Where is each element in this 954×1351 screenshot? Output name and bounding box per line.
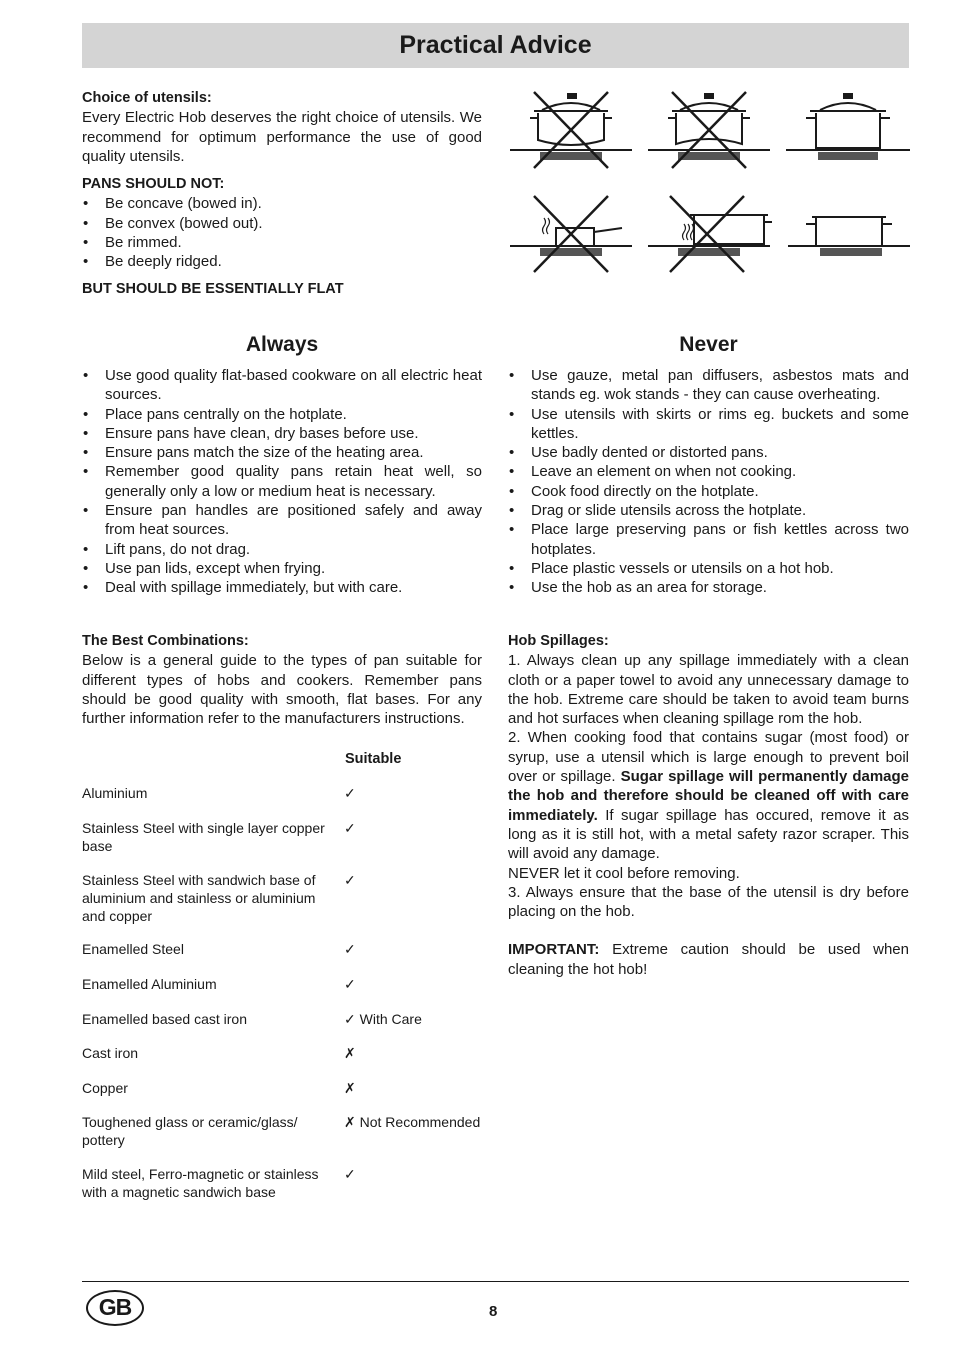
but-should-heading: BUT SHOULD BE ESSENTIALLY FLAT: [82, 280, 344, 297]
list-item: • Use badly dented or distorted pans.: [508, 443, 909, 462]
suitable-cell: ✗: [344, 1045, 356, 1061]
list-item: • Use pan lids, except when frying.: [82, 559, 482, 578]
always-heading: Always: [245, 333, 319, 356]
list-item: • Drag or slide utensils across the hotplate.: [508, 501, 909, 520]
pan-flat-illustration: [786, 94, 910, 160]
list-item: • Use the hob as an area for storage.: [508, 578, 909, 597]
spillages-heading: Hob Spillages:: [508, 633, 609, 649]
material-cell: Toughened glass or ceramic/glass/ pottery: [82, 1114, 298, 1148]
utensils-body: Every Electric Hob deserves the right choice of utensils. We recommend for optimum performance the use of good quality utensils.: [82, 109, 482, 165]
spillages-p2-warning: Sugar spillage will permanently damage the hob and therefore should be cleaned off with care immediately.: [508, 768, 910, 824]
suitable-column-header: Suitable: [345, 751, 402, 767]
list-item: • Use gauze, metal pan diffusers, asbestos mats and stands eg. wok stands - they can cause overheating.: [508, 366, 909, 405]
suitable-cell: ✓: [344, 820, 356, 836]
footer-divider: [82, 1281, 909, 1282]
material-cell: Stainless Steel with single layer copper base: [82, 820, 325, 854]
material-cell: Enamelled Steel: [82, 941, 184, 957]
suitable-cell: ✓: [344, 941, 356, 957]
material-cell: Stainless Steel with sandwich base of aluminium and stainless or aluminium and copper: [82, 872, 316, 924]
pan-convex-illustration: [648, 92, 770, 168]
spillages-paragraph-3: 3. Always ensure that the base of the utensil is dry before placing on the hob.: [508, 883, 909, 921]
list-item: • Place plastic vessels or utensils on a hot hob.: [508, 559, 909, 578]
title-bar: [82, 23, 909, 68]
pans-should-not-heading: PANS SHOULD NOT:: [82, 176, 225, 193]
material-cell: Mild steel, Ferro-magnetic or stainless with a magnetic sandwich base: [82, 1166, 319, 1200]
pan-concave-illustration: [510, 92, 632, 168]
material-cell: Cast iron: [82, 1045, 139, 1061]
list-item: • Be rimmed.: [82, 233, 482, 252]
suitable-cell: ✓: [344, 976, 356, 992]
material-cell: Enamelled based cast iron: [82, 1011, 247, 1027]
pan-correct-size-illustration: [788, 217, 910, 256]
list-item: • Be deeply ridged.: [82, 252, 482, 271]
suitable-cell: ✓ With Care: [344, 1011, 422, 1027]
list-item: • Use good quality flat-based cookware on all electric heat sources.: [82, 366, 482, 405]
country-badge: GB: [86, 1290, 144, 1326]
always-list: [82, 366, 482, 598]
list-item: • Place pans centrally on the hotplate.: [82, 405, 482, 424]
spillages-p2-end: If sugar spillage has occured, remove it as long as it is still hot, with a metal safety razor scraper. This will avoid any damage.: [508, 806, 909, 863]
spillages-p2-start: 2. When cooking food that contains sugar (most food) or syrup, use a utensil which is large enough to prevent boil over or spillage.: [508, 729, 909, 786]
list-item: • Cook food directly on the hotplate.: [508, 482, 909, 501]
material-cell: Copper: [82, 1080, 128, 1096]
important-text: Extreme caution should be used when cleaning the hot hob!: [508, 941, 909, 978]
suitable-cell: ✓: [344, 785, 356, 801]
combinations-section: [82, 632, 482, 728]
suitable-cell: ✗ Not Recommended: [344, 1114, 481, 1130]
list-item: • Use utensils with skirts or rims eg. buckets and some kettles.: [508, 405, 909, 444]
page-number: 8: [489, 1303, 498, 1320]
combinations-heading: The Best Combinations:: [82, 633, 249, 649]
suitable-cell: ✓: [344, 872, 356, 888]
list-item: • Ensure pans have clean, dry bases before use.: [82, 424, 482, 443]
utensils-heading: Choice of utensils:: [82, 90, 212, 106]
list-item: • Be convex (bowed out).: [82, 214, 482, 233]
utensils-section: [82, 89, 482, 299]
list-item: • Remember good quality pans retain heat well, so generally only a low or medium heat is necessary.: [82, 462, 482, 501]
pan-overhang-illustration: [648, 196, 772, 272]
list-item: • Ensure pans match the size of the heating area.: [82, 443, 482, 462]
combinations-body: Below is a general guide to the types of pan suitable for different types of hobs and cookers. Remember pans should be good quality with smooth, flat bases. For any further information refer to the manufacturers instructions.: [82, 652, 482, 728]
never-heading: Never: [679, 333, 738, 356]
pans-should-not-list: [82, 194, 482, 271]
material-cell: Aluminium: [82, 785, 148, 801]
pan-small-illustration: [510, 196, 632, 272]
list-item: • Be concave (bowed in).: [82, 194, 482, 213]
page-title: Practical Advice: [399, 30, 592, 59]
list-item: • Leave an element on when not cooking.: [508, 462, 909, 481]
never-list: [508, 366, 909, 598]
suitable-cell: ✓: [344, 1166, 356, 1182]
spillages-never-note: NEVER let it cool before removing.: [508, 864, 740, 882]
spillages-paragraph-2: [508, 728, 909, 863]
spillages-paragraph-1: 1. Always clean up any spillage immediately with a clean cloth or a paper towel to avoid any unnecessary damage to the hob. Extreme care should be taken to avoid team burns and hot surfaces when cleaning spillage rom the hob.: [508, 652, 909, 728]
important-label: IMPORTANT:: [508, 941, 600, 959]
material-cell: Enamelled Aluminium: [82, 976, 217, 992]
list-item: • Place large preserving pans or fish kettles across two hotplates.: [508, 520, 909, 559]
suitable-cell: ✗: [344, 1080, 356, 1096]
list-item: • Lift pans, do not drag.: [82, 540, 482, 559]
list-item: • Ensure pan handles are positioned safely and away from heat sources.: [82, 501, 482, 540]
pan-illustrations: [508, 88, 912, 278]
important-note: [508, 940, 909, 979]
spillages-section: [508, 632, 909, 979]
list-item: • Deal with spillage immediately, but with care.: [82, 578, 482, 597]
